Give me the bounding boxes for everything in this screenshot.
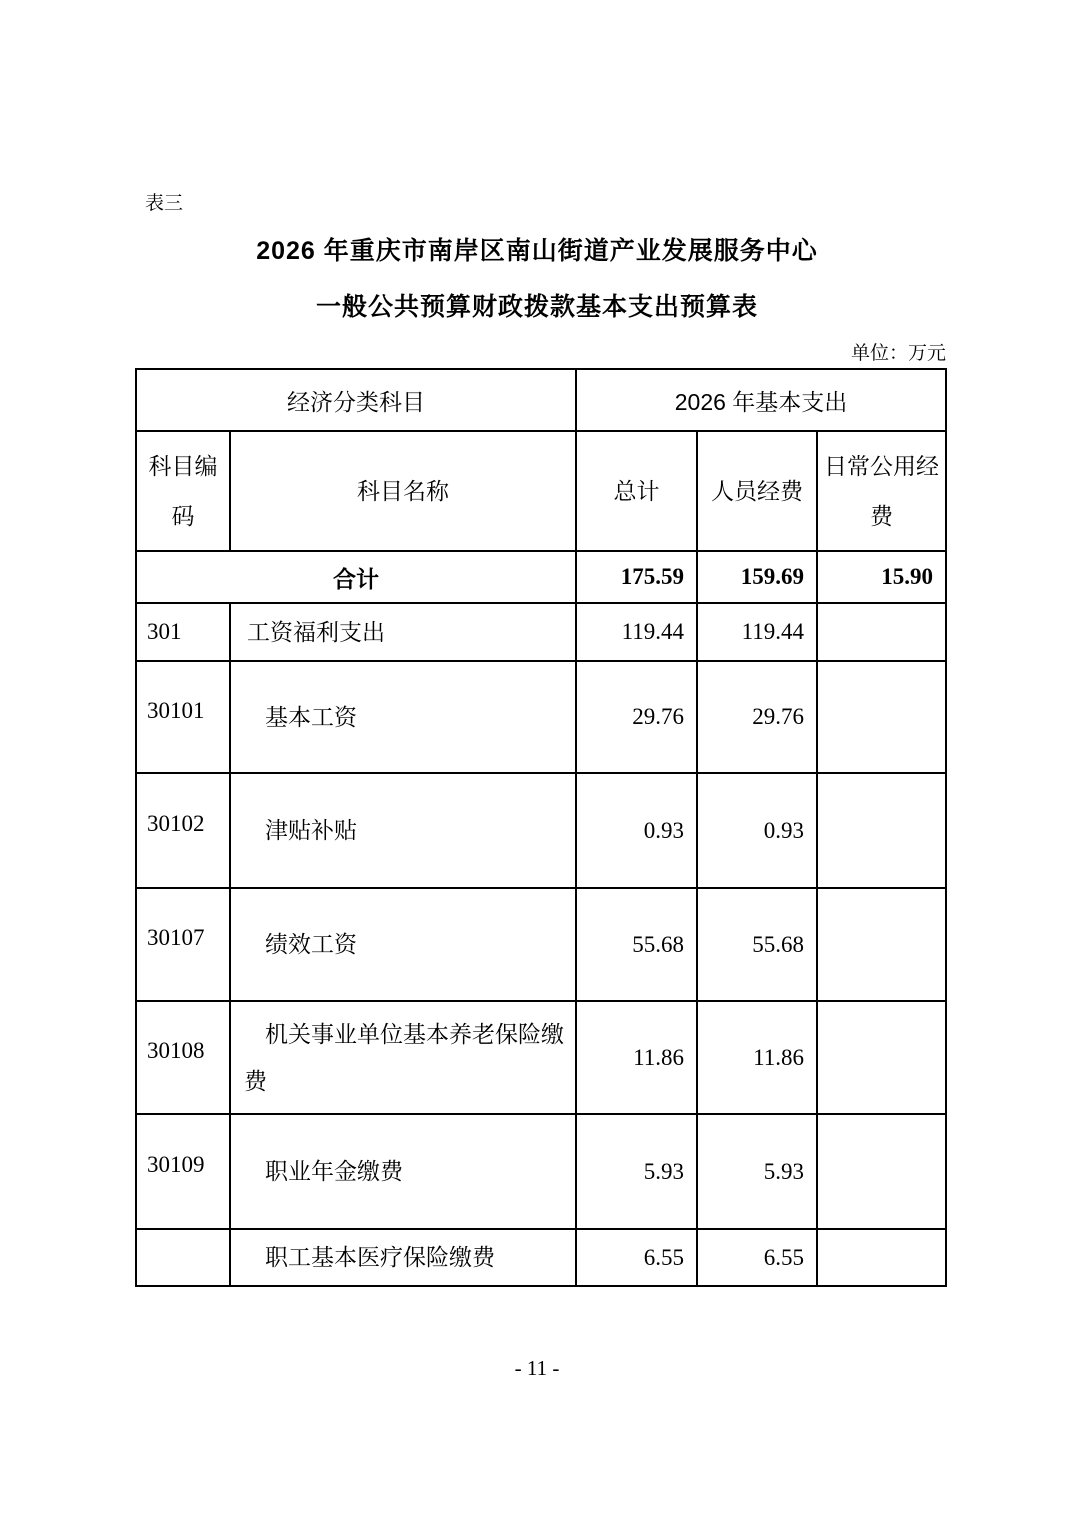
- daily-public-value-cell: [817, 1114, 946, 1229]
- subject-name-cell: 津贴补贴: [230, 773, 576, 888]
- summary-personnel: 159.69: [697, 551, 817, 603]
- table-row: [136, 1001, 946, 1114]
- table-row: [136, 1229, 946, 1286]
- subject-name-cell: 工资福利支出: [230, 603, 576, 661]
- personnel-value-cell: 6.55: [697, 1229, 817, 1286]
- subject-code-cell: 30108: [136, 1001, 230, 1114]
- personnel-value-cell: 5.93: [697, 1114, 817, 1229]
- table-row: [136, 888, 946, 1001]
- unit-note: 单位：万元: [850, 343, 946, 364]
- table-row: [136, 773, 946, 888]
- summary-daily-public: 15.90: [817, 551, 946, 603]
- table-row: [136, 661, 946, 773]
- subject-name-cell: 职工基本医疗保险缴费: [230, 1229, 576, 1286]
- header-subject-code: 科目编码: [136, 431, 230, 551]
- daily-public-value-cell: [817, 661, 946, 773]
- table-row: [136, 603, 946, 661]
- subject-code-cell: [136, 1229, 230, 1286]
- total-value-cell: 55.68: [576, 888, 697, 1001]
- total-value-cell: 5.93: [576, 1114, 697, 1229]
- personnel-value-cell: 0.93: [697, 773, 817, 888]
- subject-code-cell: 30107: [136, 888, 230, 1001]
- daily-public-value-cell: [817, 603, 946, 661]
- budget-table: [135, 368, 947, 1287]
- table-row: [136, 1114, 946, 1229]
- header-total: 总计: [576, 431, 697, 551]
- total-value-cell: 29.76: [576, 661, 697, 773]
- subject-code-cell: 30109: [136, 1114, 230, 1229]
- subject-code-cell: 30101: [136, 661, 230, 773]
- total-value-cell: 11.86: [576, 1001, 697, 1114]
- total-value-cell: 119.44: [576, 603, 697, 661]
- header-row-columns: [136, 431, 946, 551]
- header-daily-public-funds: 日常公用经费: [817, 431, 946, 551]
- summary-row: [136, 551, 946, 603]
- table-label: 表三: [145, 193, 184, 214]
- personnel-value-cell: 29.76: [697, 661, 817, 773]
- page-number: - 11 -: [514, 1356, 560, 1380]
- subject-name-cell: 基本工资: [230, 661, 576, 773]
- header-subject-name: 科目名称: [230, 431, 576, 551]
- subject-name-cell: 机关事业单位基本养老保险缴费: [230, 1001, 576, 1114]
- personnel-value-cell: 55.68: [697, 888, 817, 1001]
- total-value-cell: 0.93: [576, 773, 697, 888]
- total-value-cell: 6.55: [576, 1229, 697, 1286]
- header-economic-category: 经济分类科目: [136, 369, 576, 431]
- subject-code-cell: 301: [136, 603, 230, 661]
- subject-name-cell: 绩效工资: [230, 888, 576, 1001]
- daily-public-value-cell: [817, 1229, 946, 1286]
- subject-code-cell: 30102: [136, 773, 230, 888]
- daily-public-value-cell: [817, 888, 946, 1001]
- document-title-line2: 一般公共预算财政拨款基本支出预算表: [315, 293, 758, 321]
- summary-total: 175.59: [576, 551, 697, 603]
- daily-public-value-cell: [817, 1001, 946, 1114]
- personnel-value-cell: 11.86: [697, 1001, 817, 1114]
- header-row-group: [136, 369, 946, 431]
- daily-public-value-cell: [817, 773, 946, 888]
- header-personnel-funds: 人员经费: [697, 431, 817, 551]
- subject-name-cell: 职业年金缴费: [230, 1114, 576, 1229]
- header-basic-expenditure-2026: 2026 年基本支出: [576, 369, 946, 431]
- summary-label: 合计: [136, 551, 576, 603]
- personnel-value-cell: 119.44: [697, 603, 817, 661]
- document-title-line1: 2026 年重庆市南岸区南山街道产业发展服务中心: [256, 237, 818, 265]
